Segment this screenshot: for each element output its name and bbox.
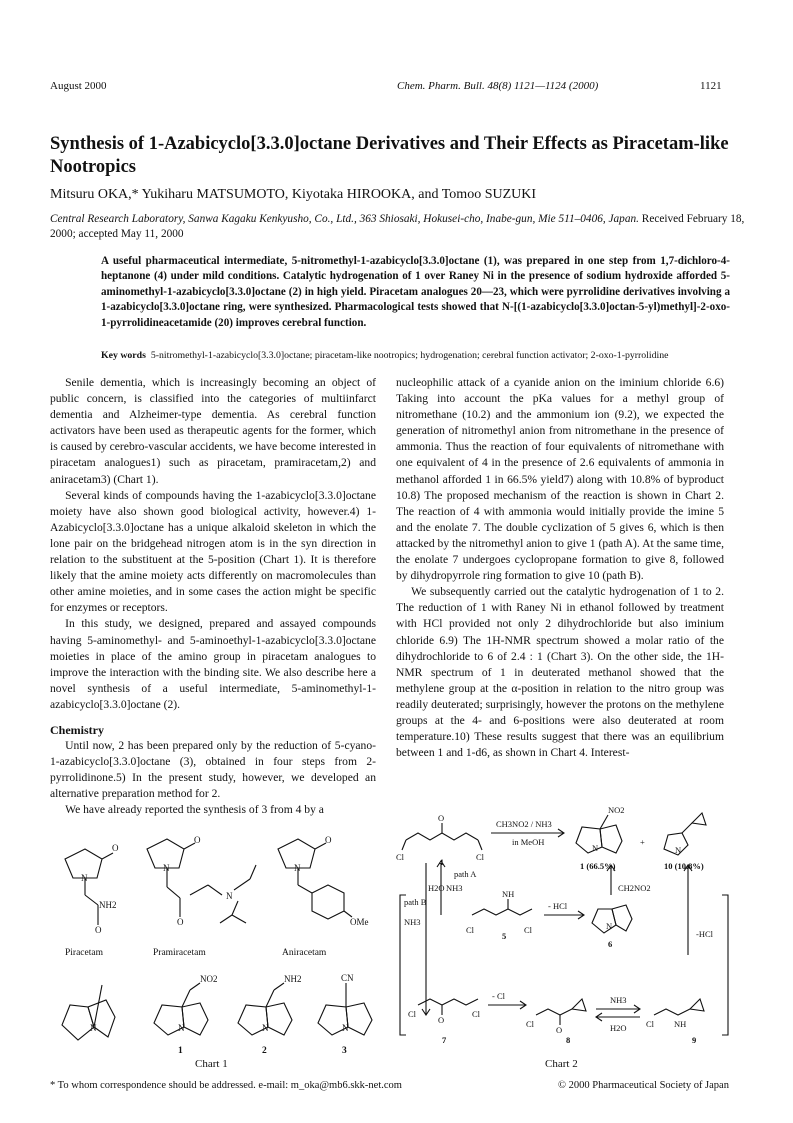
chlorine-label: Cl <box>646 1019 655 1029</box>
compound-name: Piracetam <box>65 948 103 958</box>
nitrogen-label: N <box>675 845 682 855</box>
imine-nh-label: NH <box>674 1019 687 1029</box>
carbonyl-label: O <box>112 843 119 853</box>
paragraph: In this study, we designed, prepared and assayed compounds having 5-aminomethyl- and 5-aminoethyl-1-azabicyclo[3.3.0]octane moieties in place of the amino group in piracetam analogues to improve the interaction with the binding site. We also describe here a novel synthesis of a useful intermediate, 5-aminomethyl-1-azabicyclo[3.3.0]octane (2). <box>50 617 376 711</box>
product-10-label: 10 (10.8%) <box>664 861 704 871</box>
reagent-label: CH3NO2 / NH3 <box>496 819 552 829</box>
footnote-correspondence: * To whom correspondence should be addressed. e-mail: m_oka@mb6.skk-net.com <box>50 1080 402 1091</box>
compound-number: 7 <box>442 1035 447 1045</box>
keywords-text: 5-nitromethyl-1-azabicyclo[3.3.0]octane; piracetam-like nootropics; hydrogenation; cerebral function activator; 2-oxo-1-pyrrolidine <box>150 350 669 361</box>
methoxy-label: OMe <box>350 917 369 927</box>
nitrogen-label: N <box>81 873 88 883</box>
nitro-label: NO2 <box>608 805 625 815</box>
paper-title: Synthesis of 1-Azabicyclo[3.3.0]octane Derivatives and Their Effects as Piracetam-like Nootropics <box>50 134 729 177</box>
chlorine-label: Cl <box>472 1009 481 1019</box>
minus-hcl-label: - HCl <box>548 901 568 911</box>
nitrogen-label: N <box>606 921 613 931</box>
affiliation <box>50 212 750 242</box>
ammonia-label: NH3 <box>446 883 463 893</box>
header-journal: Chem. Pharm. Bull. 48(8) 1121—1124 (2000) <box>397 80 599 92</box>
water-label: H2O <box>428 883 445 893</box>
carbonyl-label: O <box>438 1015 445 1025</box>
paragraph: We have already reported the synthesis of 3 from 4 by a <box>65 803 324 817</box>
compound-number: 2 <box>262 1046 267 1056</box>
compound-number: 5 <box>502 931 507 941</box>
nitrogen-label: N <box>592 843 599 853</box>
nitro-label: NO2 <box>200 974 218 984</box>
body-column-left <box>50 375 376 819</box>
compound-number: 3 <box>342 1046 347 1056</box>
carbonyl-label: O <box>325 835 332 845</box>
paragraph: We subsequently carried out the catalytic hydrogenation of 1 to 2. The reduction of 1 with Raney Ni in ethanol followed by treatment with HCl provided not only 2 dihydrochloride but also iminium chloride 6.9) The 1H-NMR spectrum showed a molar ratio of the dihydrochloride to 6 of 2.4 : 1 (Chart 3). On the other side, the 1H-NMR spectrum of 1 in deuterated methanol showed that the methylene group at the α-position in relation to the nitro group was readily deuterated; surprisingly, however the protons on the methylene groups at the 4- and 6-positions were also deuterated at room temperature.10) These results suggest that there was an equilibrium between 1 and 1-d6, as shown in Chart 4. Interest- <box>396 585 724 760</box>
footer-copyright: © 2000 Pharmaceutical Society of Japan <box>558 1080 729 1091</box>
nitrogen-label: N <box>226 891 233 901</box>
amine-label: NH2 <box>284 974 302 984</box>
affiliation-text: Central Research Laboratory, Sanwa Kagaku Kenkyusho, Co., Ltd., 363 Shiosaki, Hokusei-cho, Inabe-gun, Mie 511–0406, Japan. <box>50 213 639 225</box>
compound-number: 4 <box>439 857 444 867</box>
paragraph: Several kinds of compounds having the 1-azabicyclo[3.3.0]octane moiety have also shown good biological activity, however.4) 1-Azabicyclo[3.3.0]octane has a unique alkaloid skeleton in which the lone pair on the bridgehead nitrogen atom is in the syn direction in relation to the substituent at the 5-position (Chart 1). It is therefore likely that the amine moiety acts differently on macromolecules than other amine moieties, and in some cases the action might be specific for enzymes or receptors. <box>50 488 376 615</box>
carbonyl-label: O <box>556 1025 563 1035</box>
nitrogen-label: N <box>262 1023 269 1033</box>
abstract: A useful pharmaceutical intermediate, 5-nitromethyl-1-azabicyclo[3.3.0]octane (1), was prepared in one step from 1,7-dichloro-4-heptanone (4) under mild conditions. Catalytic hydrogenation of 1 over Raney Ni in the presence of sodium hydroxide afforded 5-aminomethyl-1-azabicyclo[3.3.0]octane (2) in high yield. Piracetam analogues 20—23, which were pyrrolidine derivatives involving a 1-azabicyclo[3.3.0]octane ring, were synthesized. Pharmacological tests showed that N-[(1-azabicyclo[3.3.0]octan-5-yl)methyl]-2-oxo-1-pyrrolidineacetamide (20) improves cerebral function. <box>101 255 730 329</box>
carbonyl-label: O <box>95 925 102 935</box>
carbonyl-label: O <box>194 835 201 845</box>
header-page-number: 1121 <box>700 80 722 92</box>
body-column-right <box>396 375 724 761</box>
chlorine-label: Cl <box>396 852 405 862</box>
chlorine-label: Cl <box>476 852 485 862</box>
keywords-label: Key words <box>101 350 146 361</box>
minus-chloride-label: - Cl <box>492 991 505 1001</box>
cyano-label: CN <box>341 973 354 983</box>
nitromethyl-anion-label: CH2NO2 <box>618 883 651 893</box>
chart-1-figure <box>50 835 390 1075</box>
path-a-label: path A <box>454 869 477 879</box>
path-b-label: path B <box>404 897 427 907</box>
ammonia-label: NH3 <box>610 995 627 1005</box>
chart-1-caption: Chart 1 <box>195 1058 228 1070</box>
compound-number: 6 <box>608 939 613 949</box>
minus-hcl-label: -HCl <box>696 929 713 939</box>
solvent-label: in MeOH <box>512 837 545 847</box>
compound-number: 9 <box>692 1035 697 1045</box>
chlorine-label: Cl <box>526 1019 535 1029</box>
paragraph: Senile dementia, which is increasingly becoming an object of public concern, is classified into the categories of multiinfarct dementia and Alzheimer-type dementia. As cerebral function activators have been used as therapeutic agents for the former, which is caused by cerebro-vascular accidents, we have become interested in piracetam analogues1) such as piracetam, pramiracetam,2) and aniracetam3) (Chart 1). <box>50 376 376 486</box>
author-list: Mitsuru OKA,* Yukiharu MATSUMOTO, Kiyotaka HIROOKA, and Tomoo SUZUKI <box>50 187 537 202</box>
chlorine-label: Cl <box>524 925 533 935</box>
nitrogen-label: N <box>294 863 301 873</box>
compound-number: 1 <box>178 1046 183 1056</box>
chlorine-label: Cl <box>466 925 475 935</box>
chart-2-caption: Chart 2 <box>545 1058 578 1070</box>
paragraph: nucleophilic attack of a cyanide anion on the iminium chloride 6.6) Taking into account the pKa values for a methyl group of nitromethane (10.2) and the ammonium ion (9.2), we expected the generation of nitromethyl anion from nitromethane in the presence of ammonia. Thus the reaction of four equivalents of nitromethane with one equivalent of 4 in the presence of 2.6 equivalents of ammonia in methanol afforded 1 in 66.5% yield7) along with 10.8% of byproduct 10.8) The proposed mechanism of the reaction is shown in Chart 2. The reaction of 4 with ammonia would initially provide the imine 5 and the enolate 7. The double cyclization of 5 gives 6, which is then attacked by the nitromethyl anion to give 1 (path A). At the same time, the enolate 7 undergoes cyclopropane formation to give 8, followed by dihydropyrrole ring formation to give 10 (path B). <box>396 376 724 583</box>
keywords <box>101 349 730 363</box>
chlorine-label: Cl <box>408 1009 417 1019</box>
received-dates: Received February 18, 2000; accepted May 11, 2000 <box>50 213 745 240</box>
paragraph: Until now, 2 has been prepared only by the reduction of 5-cyano-1-azabicyclo[3.3.0]octane (3), obtained in four steps from 2-pyrrolidinone.5) In the present study, however, we developed an alternative preparation method for 2. <box>50 739 376 801</box>
section-heading: Chemistry <box>50 722 104 737</box>
nitrogen-label: N <box>163 863 170 873</box>
water-label: H2O <box>610 1023 627 1033</box>
nitrogen-label: N <box>342 1023 349 1033</box>
compound-number: 8 <box>566 1035 571 1045</box>
header-date: August 2000 <box>50 80 107 92</box>
nitrogen-label: N <box>178 1023 185 1033</box>
ammonia-label: NH3 <box>404 917 421 927</box>
plus-sign: + <box>640 837 645 847</box>
nitrogen-label: N <box>90 1023 97 1033</box>
compound-name: Aniracetam <box>282 948 327 958</box>
carbonyl-label: O <box>438 813 445 823</box>
imine-nh-label: NH <box>502 889 515 899</box>
amine-label: NH2 <box>99 900 117 910</box>
compound-name: Pramiracetam <box>153 948 206 958</box>
carbonyl-label: O <box>177 917 184 927</box>
chart-2-figure <box>396 805 736 1055</box>
product-1-label: 1 (66.5%) <box>580 861 616 871</box>
